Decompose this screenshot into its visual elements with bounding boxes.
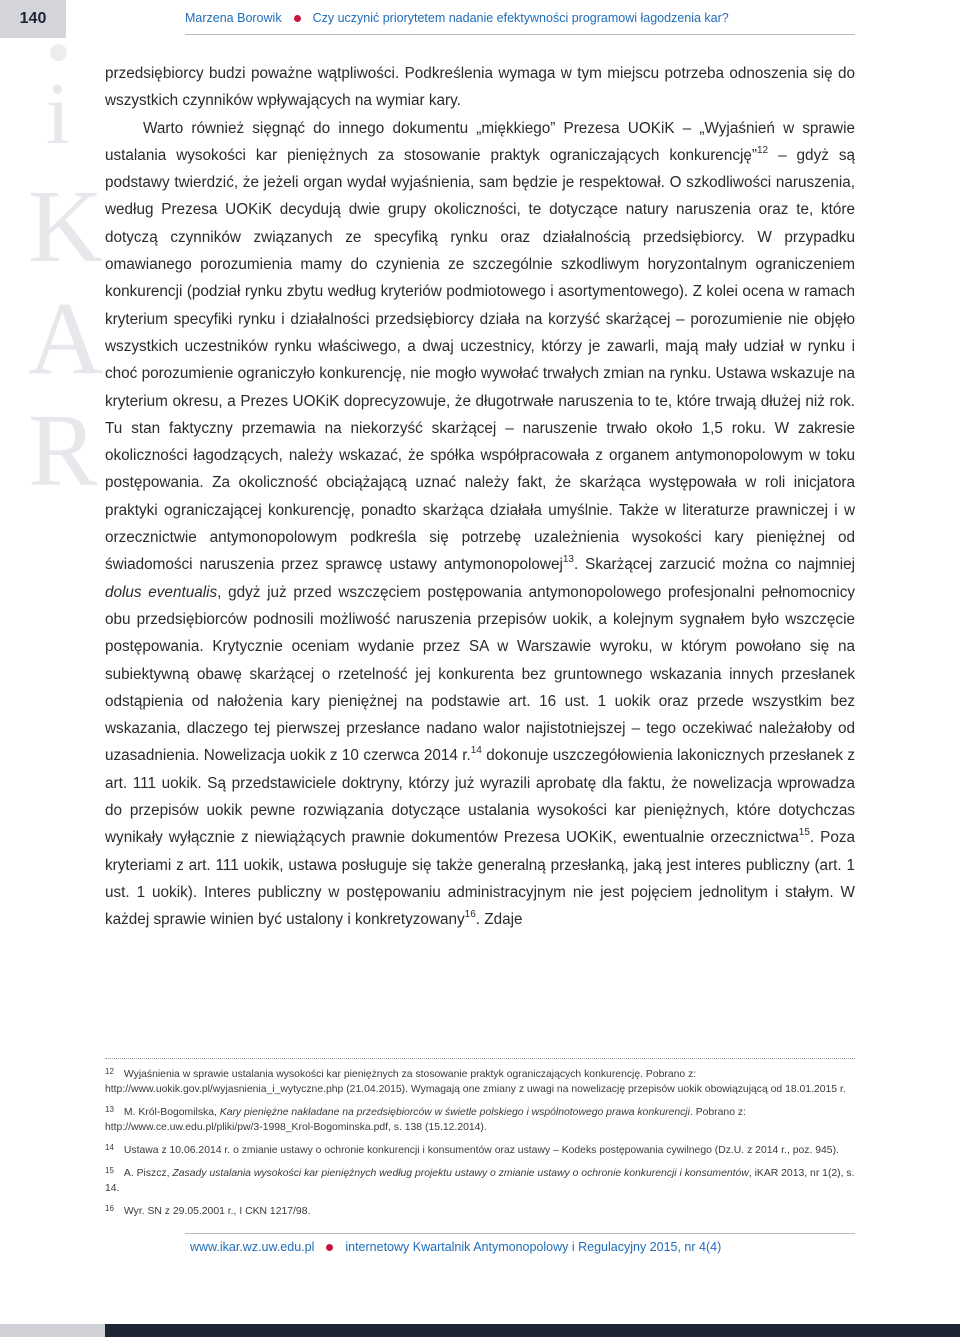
- footer-url[interactable]: www.ikar.wz.uw.edu.pl: [190, 1240, 315, 1254]
- footnote-text: Wyr. SN z 29.05.2001 r., I CKN 1217/98.: [123, 1206, 311, 1217]
- bottom-bar-accent: [0, 1324, 105, 1337]
- footnote-ref-14[interactable]: 14: [470, 745, 482, 757]
- logo-letter-i: i: [45, 66, 71, 163]
- text-run: – gdyż są podstawy twierdzić, że jeżeli organ wydał wyjaśnienia, sam będzie je respektował. O szkodliwości naruszenia, według Prezesa UOKiK decydują dwie grupy okoliczności, te dotyczące natury naruszenia oraz te, które dotyczą czynników związanych ze specyfiką rynku oraz działalnością przedsiębiorcy. W przypadku omawianego porozumienia mamy do czynienia ze szczególnie szkodliwym horyzontalnym ograniczeniem konkurencji (podział rynku zbytu według kryteriów podmiotowego i asortymentowego). Z kolei ocena w ramach kryterium specyfiki rynku i działalności przedsiębiorcy działa na korzyść skarżącej – porozumienie nie objęło wszystkich uczestników rynku właściwego, a dwaj uczestnicy, którzy je zawarli, mają mały udział w rynku i choć porozumienie ograniczyło konkurencję, nie mogło wywołać trwałych zmian na rynku. Ustawa wskazuje na kryterium okresu, a Prezes UOKiK doprecyzowuje, że długotrwałe naruszenia to te, które trwają dłużej niż rok. Tu stan faktyczny przemawia na niekorzyść skarżącej – naruszenie trwało około 1,5 roku. W zakresie okoliczności łagodzących, należy wskazać, że spółka współpracowała z organem antymonopolowym w toku postępowania. Za okoliczność obciążającą uznać należy fakt, że skarżąca występowała w roli inicjatora praktyki ograniczającej konkurencję, ponadto skarżąca działała umyślnie. Także w literaturze prawniczej i w orzecznictwie antymonopolowym podkreśla się potrzebę uzależnienia wysokości kary pieniężnej od świadomości naruszenia przez sprawcę ustawy antymonopolowej: [105, 146, 855, 574]
- footnote-text: . Pobrano z: http://www.ce.uw.edu.pl/pliki/pw/3-1998_Krol-Bogominska.pdf, s. 138 (15.12.2014).: [105, 1107, 746, 1133]
- footnote-15: [105, 1163, 855, 1196]
- text-run: . Skarżącej zarzucić można co najmniej: [574, 556, 855, 574]
- running-header-author: Marzena Borowik: [185, 11, 282, 25]
- footer-journal: internetowy Kwartalnik Antymonopolowy i Regulacyjny 2015, nr 4(4): [345, 1240, 722, 1254]
- ikar-vertical-logo: [28, 44, 104, 511]
- footnote-text: Wyjaśnienia w sprawie ustalania wysokości kar pieniężnych za stosowanie praktyk ograniczających konkurencję. Pobrano z: http://www.uokik.gov.pl/wyjasnienia_i_wytyczne.php (21.04.2015). Wymagają one zmiany z uwagi na nowelizację przepisów uokik obowiązującą od 18.01.2015 r.: [105, 1069, 846, 1095]
- text-run: . Poza kryteriami z art. 111 uokik, ustawa posługuje się także generalną przesłanką, jaką jest interes publiczny (art. 1 ust. 1 uokik). Interes publiczny w postępowaniu administracyjnym nie jest pojęciem jednolitym i stałym. W każdej sprawie winien być ustalony i konkretyzowany: [105, 829, 855, 929]
- footnote-separator: [105, 1058, 855, 1059]
- page-number: 140: [0, 0, 66, 38]
- footnote-number: 16: [105, 1204, 114, 1213]
- footnote-13: [105, 1102, 855, 1135]
- running-header-title: Czy uczynić priorytetem nadanie efektywności programowi łagodzenia kar?: [312, 11, 729, 25]
- logo-letter-r: R: [28, 393, 98, 508]
- latin-term: dolus eventualis: [105, 583, 218, 601]
- header-rule: [185, 34, 855, 35]
- logo-letter-k: K: [28, 169, 104, 284]
- footnote-text: M. Król-Bogomilska,: [123, 1107, 220, 1118]
- bottom-bar: [0, 1324, 960, 1337]
- bullet-dot-icon: [294, 15, 301, 22]
- footnotes-section: [105, 1064, 855, 1224]
- text-run: dokonuje uszczegółowienia lakonicznych przesłanek z art. 111 uokik. Są przedstawiciele doktryny, którzy już wyrazili aprobatę dla faktu, że nowelizacja wprowadza do przepisów uokik pewne rozwiązania dotyczące ustalania wysokości kar pieniężnych, które dotychczas wynikały wyłącznie z niewiążących prawnie dokumentów Prezesa UOKiK, ewentualnie orzecznictwa: [105, 747, 856, 847]
- footnote-ref-16[interactable]: 16: [464, 909, 476, 921]
- bullet-dot-icon: [326, 1244, 333, 1251]
- footnote-text: Zasady ustalania wysokości kar pieniężnych według projektu ustawy o zmianie ustawy o ochronie konkurencji i konsumentów: [172, 1168, 749, 1179]
- text-run: , gdyż już przed wszczęciem postępowania antymonopolowego profesjonalni pełnomocnicy obu przedsiębiorców podnosili możliwość naruszenia przepisów uokik, a kolejnym sygnałem było wszczęcie postępowania. Krytycznie oceniam wydanie przez SA w Warszawie wyroku, w którym powołano się na subiektywną obawę skarżącej o rzetelność jej konkurenta bez gruntownego wskazania innych przesłanek odstąpienia od nałożenia kary pieniężnej na podstawie art. 16 ust. 1 uokik oraz przede wszystkim bez wskazania, dlaczego tej pierwszej przesłance nadano walor najistotniejszej – tego oczekiwać należałoby od uzasadnienia. Nowelizacja uokik z 10 czerwca 2014 r.: [105, 583, 856, 765]
- footnote-text: Ustawa z 10.06.2014 r. o zmianie ustawy o ochronie konkurencji i konsumentów oraz ustawy – Kodeks postępowania cywilnego (Dz.U. z 2014 r., poz. 945).: [123, 1145, 839, 1156]
- article-body: [105, 60, 855, 934]
- footnote-text: A. Piszcz,: [123, 1168, 173, 1179]
- footnote-ref-13[interactable]: 13: [562, 554, 574, 566]
- footnote-16: [105, 1201, 855, 1219]
- running-header: [185, 11, 729, 25]
- text-run: . Zdaje: [475, 911, 523, 929]
- footnote-14: [105, 1140, 855, 1158]
- logo-letter-a: A: [28, 281, 104, 396]
- logo-dot-icon: [50, 44, 67, 61]
- paragraph-1: przedsiębiorcy budzi poważne wątpliwości. Podkreślenia wymaga w tym miejscu potrzeba odnoszenia się do wszystkich czynników wpływających na wymiar kary.: [105, 65, 855, 110]
- page-footer: [190, 1240, 721, 1254]
- footnote-12: [105, 1064, 855, 1097]
- footnote-number: 13: [105, 1105, 114, 1114]
- footnote-text: Kary pieniężne nakładane na przedsiębiorców w świetle polskiego i wspólnotowego prawa konkurencji: [219, 1107, 690, 1118]
- footnote-ref-12[interactable]: 12: [756, 144, 769, 156]
- paragraph-2: [105, 115, 855, 934]
- footnote-text: , iKAR 2013, nr 1(2), s. 14.: [105, 1168, 855, 1194]
- footnote-number: 12: [105, 1067, 114, 1076]
- footnote-ref-15[interactable]: 15: [798, 827, 810, 839]
- footnote-number: 14: [105, 1143, 114, 1152]
- text-run: Warto również sięgnąć do innego dokumentu „miękkiego” Prezesa UOKiK – „Wyjaśnień w sprawie ustalania wysokości kar pieniężnych za stosowanie praktyk ograniczających konkurencję”: [105, 119, 855, 164]
- footnote-number: 15: [105, 1166, 114, 1175]
- footer-rule: [185, 1233, 855, 1234]
